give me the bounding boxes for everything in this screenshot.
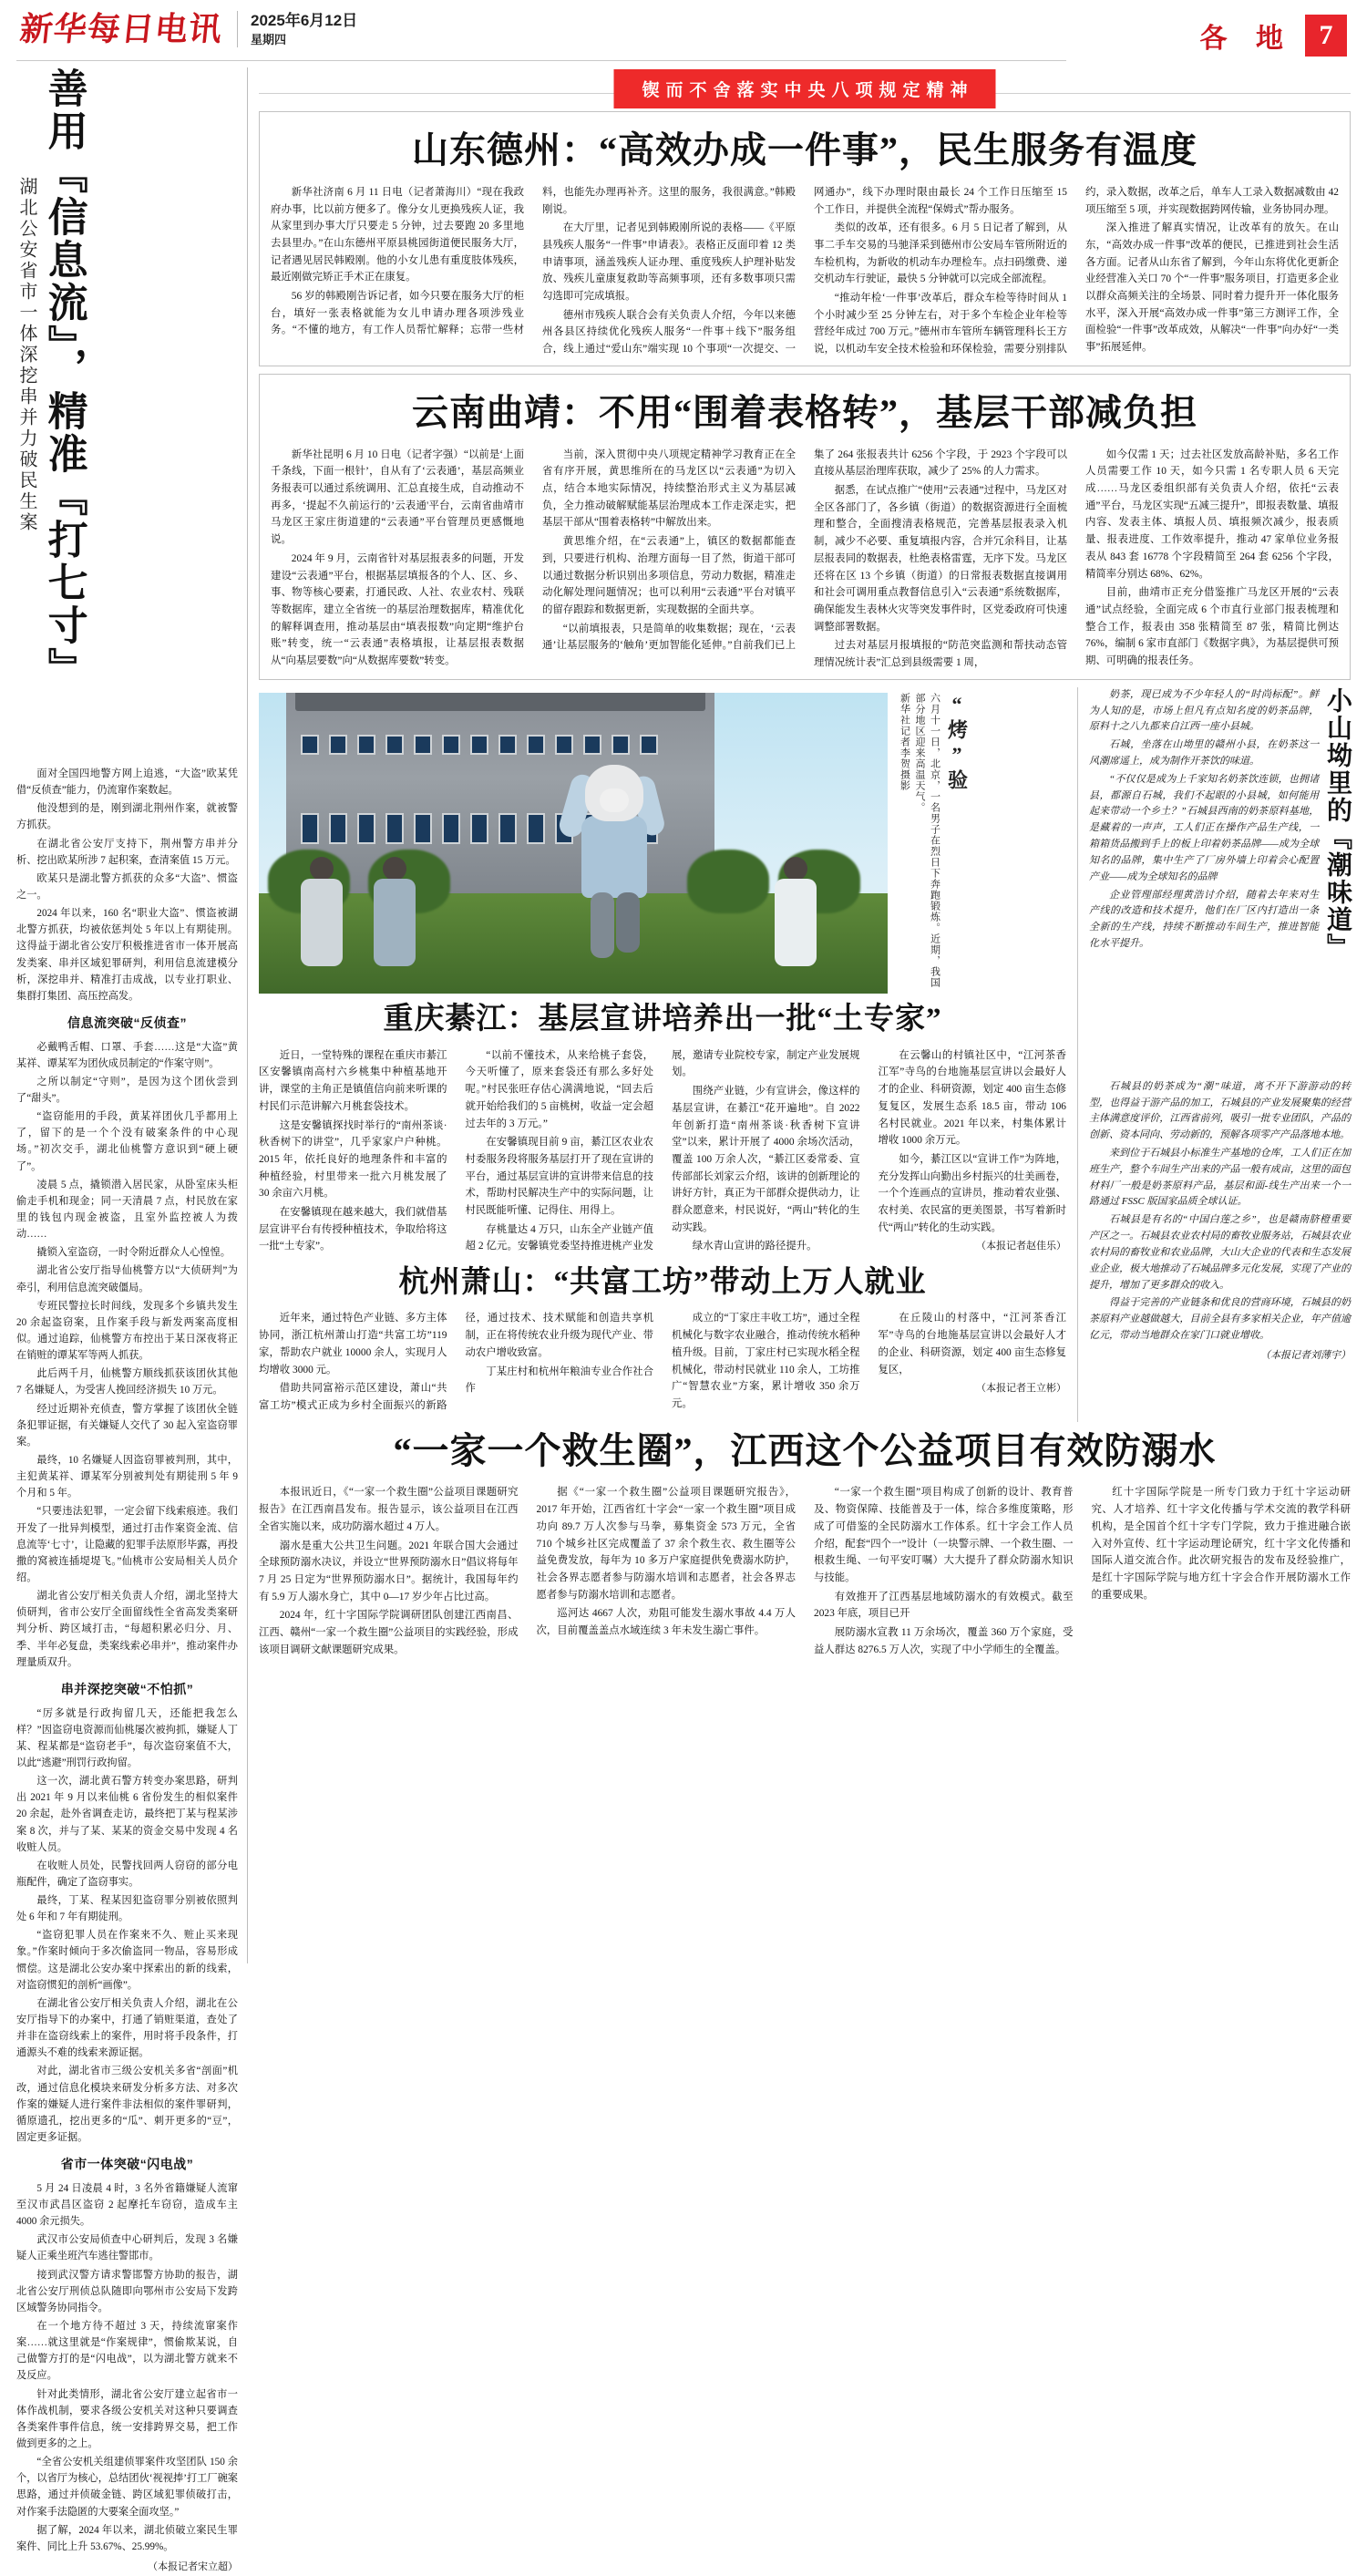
bystander-body bbox=[374, 879, 416, 966]
subsection-heading: 信息流突破“反侦查” bbox=[67, 1015, 187, 1030]
photo-block bbox=[259, 693, 1066, 994]
bystander bbox=[769, 857, 820, 966]
newspaper-logo: 新华每日电讯 bbox=[17, 11, 225, 47]
runner-figure bbox=[560, 765, 669, 961]
article-byline: （本报记者刘薄宇） bbox=[1260, 1349, 1351, 1361]
paragraph: 新华社昆明 6 月 10 日电（记者字强）“以前是‘上面千条线，下面一根针’，自从有了‘云表通’，基层高频业务报表可以通过系统调用、汇总直接生成，自动推动不再多，‘提起不久前运行的’云表通'平台，云南省曲靖市马龙区王家庄街道建的“云表通”平台管理员更感慨地说。 bbox=[271, 448, 524, 546]
paragraph: 石城县的奶茶成为“潮”味道，离不开下游游动的转型，也得益于游产品的加工，石城县的产业发展聚集的经营主体满意度评价，江西省前列，吸引一批专业团队，产品的创新、资本同向、劳动新的，预解各项零产产品落地本地。 bbox=[1089, 1080, 1351, 1141]
article-byline: （本报记者宋立超） bbox=[148, 2561, 238, 2572]
runner-torso bbox=[581, 816, 647, 898]
bystander-head bbox=[310, 857, 334, 881]
paragraph: “只要违法犯罪，一定会留下线索痕迹。我们开发了一批异判模型，通过打击作案资金流、信息流等‘七寸’，让隐藏的犯罪手法原形毕露，再投撒的窝被连插堤堤飞。”仙桃市公安局相关人员介绍。 bbox=[16, 1506, 238, 1583]
paragraph: 溺水是重大公共卫生问题。2021 年联合国大会通过全球预防溺水决议，并设立“世界预防溺水日”倡议将每年 7 月 25 日定为“世界预防溺水日”。据统计，我国每年约有 5.9 万人溺水身亡，其中 0—17 岁少年占比过高。 bbox=[259, 1540, 519, 1602]
article-xiaoshan bbox=[259, 1266, 1066, 1415]
gate-window bbox=[442, 735, 460, 755]
photo-caption-title: “烤”验 bbox=[945, 692, 969, 793]
paragraph: “全省公安机关组建侦罪案件攻坚团队 150 余个，以省厅为核心，总结团伙‘视视捧’打工厂碗案思路，通过并侦破金链、跨区域犯罪侦破打击，对作案手法隐匿的大要案全面攻坚。” bbox=[16, 2457, 238, 2518]
gate-window bbox=[442, 813, 460, 844]
gate-window bbox=[329, 813, 347, 844]
side-feature-title: 小山坳里的『潮味道』 bbox=[1323, 686, 1352, 961]
left-feature-column bbox=[16, 67, 248, 2572]
paragraph: 展防溺水宣教 11 万余场次，覆盖 360 万个家庭，受益人群达 8276.5 万人次，实现了中小学师生的全覆盖。 bbox=[814, 1627, 1074, 1655]
paragraph: 欧某只是湖北警方抓获的众多“大盗”、惯盗之一。 bbox=[16, 872, 238, 901]
gate-window bbox=[470, 735, 488, 755]
article-headline: 重庆綦江：基层宣讲培养出一批“土专家” bbox=[383, 1002, 942, 1036]
gate-window bbox=[555, 735, 573, 755]
paragraph: 巡河达 4667 人次，劝阻可能发生溺水事故 4.4 万人次，目前覆盖盖点水域连续 3 年未发生溺亡事件。 bbox=[536, 1608, 796, 1637]
publication-date: 2025年6月12日 bbox=[251, 12, 358, 29]
article-jiangxi bbox=[259, 1431, 1351, 1659]
paragraph: 最终，丁某、程某因犯盗窃罪分别被依照判处 6 年和 7 年有期徒刑。 bbox=[16, 1895, 238, 1923]
paragraph: 湖北省公安厅相关负责人介绍，湖北坚持大侦研判，省市公安厅全面留线性全省高发类案研判分析、跨区域打击，“每超积累必归分、月、季、半年必复盘，类案线索必串并”，推动案件办理量质双升。 bbox=[16, 1591, 238, 1668]
paragraph: 有效推开了江西基层地域防溺水的有效模式。截至 2023 年底，项目已开 bbox=[814, 1591, 1074, 1620]
paragraph: 得益于完善的产业链条和优良的营商环境，石城县的奶茶原料产业越做越大，目前全县有多家相关企业，年产值逾亿元，带动当地群众在家门口就业增收。 bbox=[1089, 1297, 1351, 1341]
article-body bbox=[271, 447, 1339, 672]
paragraph: 之所以制定“守则”，是因为这个团伙尝到了“甜头”。 bbox=[16, 1076, 238, 1105]
news-photo bbox=[259, 693, 888, 994]
left-feature-body bbox=[16, 766, 238, 2576]
paragraph: 本报讯近日，《“一家一个救生圈”公益项目课题研究报告》在江西南昌发布。报告显示，该公益项目在江西全省实施以来，成功防溺水超过 4 万人。 bbox=[259, 1487, 519, 1532]
paragraph: 在丘陵山的村落中，“江河茶香江军”寺鸟的台地施基层宣讲以会最好人才的企业、科研资源，划定 400 亩生态修复复区， bbox=[878, 1313, 1066, 1376]
gate-window bbox=[329, 735, 347, 755]
photo-credit: 新华社记者李贺摄影 bbox=[899, 692, 910, 791]
gate-window bbox=[583, 735, 601, 755]
paragraph: 撬锁入室盗窃，一时令附近群众人心惶惶。 bbox=[36, 1247, 231, 1259]
paragraph: 在一个地方待不超过 3 天，持续流窜案作案……就这里就是“作案规律”，惯偷欺某说，自己做警方打的是“闪电战”，以为湖北警方就来不及反应。 bbox=[16, 2320, 238, 2382]
paragraph: 在大厅里，记者见到韩殿刚所说的表格——《平原县残疾人服务“一件事”申请表》。表格正反面印着 12 类申请事项，涵盖残疾人证办理、重度残疾人护理补贴发放、残疾儿童康复救助等高频事项，还有多数事项只需勾选即可完成填报。 bbox=[542, 222, 796, 303]
paragraph: “推动年检‘一件事’改革后，群众车检等待时间从 1 个小时减少至 25 分钟左右，对于多个车检企业年检等营经年成过 700 万元。”德州市车管所车辆管理科长王方说，以机动车安全技术检验和环保检验，需要分别排队约，录入数据，改革之后，单车人工录入数据减数由 42 项压缩至 5 项，并实现数据跨网传输，业务协同办理。 bbox=[814, 186, 1339, 355]
paragraph: 专班民警拉长时间线，发现多个乡镇共发生 20 余起盗窃案，且作案手段与新发两案高度相似。通过追踪，仙桃警方布控出于某日深夜将正在销赃的谭某军等两人抓获。 bbox=[16, 1300, 238, 1362]
paragraph: 必戴鸭舌帽、口罩、手套……这是“大盗”黄某祥、谭某军为团伙成员制定的“作案守则”。 bbox=[16, 1041, 238, 1069]
paragraph: “盗窃犯罪人员在作案来不久、赃止买来现象。”作案时倾向于多次偷盗同一物品，容易形成惯偿。这是湖北公安办案中探索出的新的线索，对盗窃惯犯的剖析“画像”。 bbox=[16, 1930, 238, 1991]
paragraph: 5 月 24 日凌晨 4 时，3 名外省籍嫌疑人流窜至汉市武昌区盗窃 2 起摩托车窃窃，造成车主 4000 余元损失。 bbox=[16, 2182, 238, 2228]
paragraph: 新华社济南 6 月 11 日电（记者萧海川）“现在我政府办事，比以前方便多了。像分女儿更换残疾人证，我从家里到办事大厅只要走 5 分钟，过去要跑 20 多里地去县里办。”在山东德州平原县桃园街道便民服务大厅，记者遇见居民韩殿刚。他的小女儿患有重度肢体残疾，最近刚做完矫正手术正在康复。 bbox=[271, 186, 524, 283]
gate-window bbox=[357, 813, 375, 844]
paragraph: “一家一个救生圈”项目构成了创新的设计、教育普及、物资保障、技能普及于一体，综合多维度策略，形成了可借鉴的全民防溺水工作体系。红十字会工作人员介绍，配套“四个一”设计（一块警示牌、一个救生圈、一根救生绳、一句平安叮嘱）大大提升了群众防溺水知识与技能。 bbox=[814, 1487, 1074, 1583]
paragraph: 过去对基层月报填报的“防范突监测和帮扶动态管理情况统计表”汇总到县级需要 1 周， bbox=[814, 640, 1067, 669]
subsection-heading: 串并深挖突破“不怕抓” bbox=[60, 1681, 194, 1696]
paragraph: 来到位于石城县小标准生产基地的仓库，工人们正在加班生产，整个车间生产出来的产品一般有成亩，这里的面包材料厂一般是奶茶原料产品，基层和面-线生产出来一个一路通过 FSSC 版国家品质全球认证。 bbox=[1089, 1148, 1351, 1208]
side-feature-body-bottom bbox=[1089, 1079, 1351, 1365]
side-feature-headline-group bbox=[1089, 687, 1351, 1079]
gate-window bbox=[385, 735, 404, 755]
paragraph: 2024 年，红十字国际学院调研团队创建江西南昌、江西、赣州“一家一个救生圈”公益项目的实践经验，形成该项目调研文献课题研究成果。 bbox=[259, 1610, 519, 1655]
paragraph: 成立的“丁家庄丰收工坊”，通过全程机械化与数字农业融合，推动传统水稻种植升级。目前，丁家庄村已实现水稻全程机械化，带动村民就业 110 余人，工坊推广“智慧农业”方案，累计增收 350 余万元。 bbox=[672, 1313, 860, 1409]
paragraph: 绿水青山宣讲的路径提升。 bbox=[692, 1241, 817, 1252]
paragraph: 据悉，在试点推广“使用”云表通”过程中，马龙区对全区各部门了，各乡镇（街道）的数据资源进行全面梳理和整合，全面搜清表格规范，完善基层报表录入机制，减少不必要、重复填报内容，合并冗余科目，让基层报表同的数据表，杜绝表格雷霆，无序下发。马龙区还将在区 13 个乡镇（街道）的日常报表数据直接调用和社会可调用重点教督信息引入“云表通”系统数据库，确保能发生表林火灾等突发事件时，区党委政府可快速调整部署数据。 bbox=[814, 485, 1067, 633]
paragraph: 围绕产业链，少有宣讲会，像这样的基层宣讲，在綦江“花开遍地”。自 2022 年创新打造“南州茶谈·秋香树下宣讲堂”以来，累计开展了 4000 余场次活动，覆盖 100 万余人次，“綦江区委常委、宣传部部长刘家云介绍，该讲的创新理论的讲好方针，真正为干部群众提供动力，让群众愿意来，村民说好，“两山”转化的生动实践。 bbox=[672, 1086, 860, 1233]
paragraph: “不仅仅是成为上千家知名奶茶饮连锁，也拥诸县，都源自石城，我们不起眼的小县城，如何能用起来带动一个乡土？”石城县西南的奶茶原料基地，是藏着的一声声，工人们正在操作产品生产线，一箱箱货品搬到手上的板上印着奶茶品牌——成为全球知名的品牌，集中生产了厂房外墙上印着会心配置产业——成为全球知名的品牌 bbox=[1089, 773, 1320, 882]
paragraph: 经过近期补充侦查，警方掌握了该团伙全链条犯罪证据，有关嫌疑人交代了 30 起入室盗窃罪案。 bbox=[16, 1403, 238, 1448]
gate-window bbox=[498, 813, 517, 844]
masthead-rule bbox=[16, 60, 1066, 61]
paragraph: 黄思维介绍，在“云表通”上，镇区的数据都能查到，只要进行机构、治理方面每一目了然，街道干部可以通过数据分析识别出多项信息，劳动力数据，精准走动化解处理问题情况；也可以利用“云表通”平台对镇平的留存跟踪和数据更新，实现数据的全面共享。 bbox=[542, 536, 796, 615]
tree bbox=[687, 850, 769, 913]
paragraph: 企业管理部经理黄浩讨介绍，随着去年来对生产线的改造和技术提升，他们在厂区内打造出一条全新的生产线，持续不断推动车间生产，推进智能化水平提升。 bbox=[1089, 889, 1320, 949]
campaign-banner-row bbox=[259, 67, 1351, 109]
article-body bbox=[259, 1310, 1066, 1414]
gate-window bbox=[414, 813, 432, 844]
gate-window bbox=[301, 813, 319, 844]
paragraph: 在云馨山的村镇社区中，“江河茶香江军”寺鸟的台地施基层宣讲以会最好人才的企业、科研资源，划定 400 亩生态修复复区，发展生态系 18.5 亩，带动 106 名村民就业。2021 年以来，村集体累计增收 1000 余万元。 bbox=[878, 1049, 1066, 1147]
gate-window bbox=[498, 735, 517, 755]
paragraph: 针对此类情形，湖北省公安厅建立起省市一体作战机制，要求各级公安机关对这种只要调查各类案件事件信息，统一安排跨界交易，把工作做到更多的之上。 bbox=[16, 2388, 238, 2449]
gate-window-row bbox=[301, 735, 702, 755]
article-byline: （本报记者赵佳乐） bbox=[976, 1241, 1066, 1252]
section-title: 各 地 bbox=[1199, 24, 1294, 54]
paragraph: 对此，湖北省市三级公安机关多省“剖面”机改，通过信息化模块来研发分析多方法、对多次作案的嫌疑人进行案件非法相似的案件罪研判，循原遗孔，挖出更多的“瓜”、刺开更多的“豆”，固定更多证据。 bbox=[16, 2066, 238, 2144]
paragraph: 目前，曲靖市正充分借鉴推广马龙区开展的“云表通”试点经验，全面完成 6 个市直行业部门报表梳理和整合工作，报表由 358 张精简至 87 张，精简比例达 76%，编制 6 家市直部门《数据字典》，为基层提供可预期、可明确的报表任务。 bbox=[1085, 587, 1339, 667]
paragraph: 面对全国四地警方网上追逃，“大盗”欧某凭借“反侦查”能力，仍流窜作案数起。 bbox=[16, 768, 238, 797]
paragraph: “以前不懂技术，从来给桃子套袋，今天听懂了，原来套袋还有那么多好处呢。”村民张旺存估心满满地说，“回去后就开始给我们的 5 亩桃树，收益一定会超过去年的 3 万元。” bbox=[465, 1049, 653, 1129]
paragraph: 深入推进了解真实情况，让改革有的放矢。在山东，“高效办成一件事”改革的便民，已推进到社会生活各方面。记者从山东省了解到，今年山东将优化更新企业经营准入关口 70 个“一件事”服务项目，打造更多企业以群众高频关注的全场景、同时着力提升开一体化服务水平，深入开展“高效办成一件事”第三方测评工作，全面检验“一件事”改革成效，从解决“一件事”向办好“一类事”拓展延伸。 bbox=[1085, 222, 1339, 354]
paragraph: 接到武汉警方请求警邯警方协助的报告，湖北省公安厅刑侦总队随即向鄂州市公安局下发跨区域警务协同指令。 bbox=[16, 2269, 238, 2313]
paragraph: 借助共同富裕示范区建设，萧山“共富工坊”模式正成为乡村全面振兴的新路径，通过技术、技术赋能和创造共享机制，正在将传统农业升级为现代产业、带动农户增收致富。 bbox=[259, 1313, 653, 1411]
photo-caption-group bbox=[897, 693, 972, 994]
side-feature-body-top bbox=[1089, 687, 1319, 1079]
masthead-date bbox=[237, 11, 357, 47]
gate-roof bbox=[295, 693, 705, 711]
paragraph: 2024 年 9 月，云南省针对基层报表多的问题，开发建设“云表通”平台，根据基层填报各的个人、区、乡、事、物等核心要素，打通民政、人社、农业农村、残联等数据库，建立全省统一的基层治理数据库，精准优化的解释调查用，推动基层由“填表报数”向定期“维护台账”转变，统一“云表通”表格填报，让基层报表数据从“向基层要数”向“从数据库要数”转变。 bbox=[271, 552, 524, 667]
paragraph: 存桃量达 4 万只，山东全产业链产值超 2 亿元。安馨镇党委坚持推进桃产业发展，邀请专业院校专家，制定产业发展规划。 bbox=[465, 1049, 860, 1252]
campaign-banner: 锲而不舍落实中央八项规定精神 bbox=[613, 69, 995, 108]
gate-window bbox=[357, 735, 375, 755]
paragraph: 在湖北省公安厅支持下，荆州警方串并分析、挖出欧某所涉 7 起积案，查清案值 15 万元。 bbox=[16, 838, 238, 866]
left-feature-subtitle: 湖北公安省市一体深挖串并力破民生案 bbox=[16, 177, 36, 533]
bystander bbox=[368, 857, 419, 966]
paragraph: 56 岁的韩殿刚告诉记者，如今只要在服务大厅的柜台，填好一张表格就能为女儿申请办理各项涉残业务。“不懂的地方，有工作人员帮忙解释；忘带一些材料，也能先办理再补齐。这里的服务，我很满意。”韩殿刚说。 bbox=[271, 186, 796, 336]
paragraph: 在安馨镇现在越来越大，我们就借基层宣讲平台有传授种植技术，争取给将这一批“土专家”。 bbox=[259, 1207, 447, 1252]
masthead bbox=[16, 0, 1351, 60]
paragraph: 这一次，湖北黄石警方转变办案思路，研判出 2021 年 9 月以来仙桃 6 省份发生的相似案件 20 余起，赴外省调查走访，最终把丁某与程某涉案 8 次，并与了某、某某的资金交易中发现 4 名收赃人员。 bbox=[16, 1776, 238, 1853]
paragraph: 丁某庄村和杭州年粮油专业合作社合作 bbox=[465, 1365, 653, 1395]
paragraph: 最终，10 名嫌疑人因盗窃罪被判刑，其中，主犯黄某祥、谭某军分别被判处有期徒刑 5 年 9 个月和 5 年。 bbox=[16, 1455, 238, 1499]
paragraph: 这是安馨镇探找时举行的“南州茶谈·秋香树下的讲堂”，几乎家家户户种桃。2015 年，依托良好的地理条件和丰富的种植经验，村里带来一批六月桃发展了 30 余亩六月桃。 bbox=[259, 1119, 447, 1200]
paragraph: “盗窃能用的手段，黄某祥团伙几乎都用上了，留下的是一个个没有破案条件的中心现场。”初次交手，湖北仙桃警方意识到“硬上硬了”。 bbox=[16, 1111, 238, 1172]
article-headline: 杭州萧山：“共富工坊”带动上万人就业 bbox=[398, 1265, 927, 1299]
paragraph: 德州市残疾人联合会有关负责人介绍，今年以来德州各县区持续优化残疾人服务“一件事＋线下”服务组合，线上通过“爱山东”端实现 10 个事项“一次提交、一网通办”，线下办理时限由最长 24 个工作日压缩至 15 个工作日，并提供全流程“保姆式”帮办服务。 bbox=[542, 186, 1067, 355]
gate-window bbox=[470, 813, 488, 844]
bystander-head bbox=[784, 857, 807, 881]
paragraph: 石城县是有名的“中国白莲之乡”，也是赣南脐橙重要产区之一。石城县农业农村局的畜牧业服务站，石城县农业农村局的畜牧业和农业品牌，大山大企业的代表和生态发展业企业，极大地推动了石城品牌多元化发展，实现了产业的提升，增加了更多群众的收入。 bbox=[1089, 1214, 1351, 1291]
paragraph: 红十字国际学院是一所专门致力于红十字运动研究、人才培养、红十字文化传播与学术交流的教学科研机构，是全国首个红十字专门学院，致力于推进融合嵌入对外宣传、红十字运动理论研究，红十字文化传播和国际人道交流合作。此次研究报告的发布及经验推广，是红十字国际学院与地方红十字会合作开展防溺水工作的重要成果。 bbox=[1091, 1487, 1351, 1601]
paragraph: 如今，綦江区以“宣讲工作”为阵地，充分发挥山向勤出乡村振兴的壮美画卷，一个个连画点的宣讲员，推动着农业强、农村美、农民富的更美图景，书写着新时代“两山”转化的生动实践。 bbox=[878, 1153, 1066, 1233]
gate-window bbox=[414, 735, 432, 755]
article-byline: （本报记者王立彬） bbox=[976, 1383, 1066, 1395]
paragraph: 他没想到的是，刚到湖北荆州作案，就被警方抓获。 bbox=[16, 803, 238, 831]
article-body bbox=[259, 1484, 1351, 1658]
page-body bbox=[16, 67, 1352, 2572]
bystander-body bbox=[775, 879, 817, 966]
article-headline: 山东德州：“高效办成一件事”，民生服务有温度 bbox=[412, 129, 1197, 170]
article-qijiang bbox=[259, 1003, 1066, 1257]
article-body bbox=[259, 1047, 1066, 1257]
page-number-badge: 7 bbox=[1305, 15, 1347, 57]
paragraph: 近年来，通过特色产业链、多方主体协同，浙江杭州萧山打造“共富工坊”119 家，帮助农户就业 10000 余人，实现月人均增收 3000 元。 bbox=[259, 1313, 447, 1376]
paragraph: “以前填报表，只是简单的收集数据；现在，‘云表通’让基层服务的‘触角’更加智能化延伸。”自前我们已上集了 264 张报表共计 6256 个字段，于 2923 个字段可以直接从基层治理库获取，减少了 25% 的人力需求。 bbox=[542, 448, 1067, 652]
paragraph: 奶茶，现已成为不少年轻人的“时尚标配”。鲜为人知的是，市场上但凡有点知名度的奶茶品牌，原料十之八九都来自江西一座小县城。 bbox=[1089, 688, 1320, 733]
gate-window bbox=[301, 735, 319, 755]
photo-and-articles bbox=[259, 687, 1066, 1422]
photo-caption-text: 六月十一日，北京，一名男子在烈日下奔跑锻炼。近期，我国部分地区迎来高温天气。 bbox=[914, 692, 940, 988]
masthead-section-block bbox=[1200, 11, 1348, 57]
paragraph: 石城，坐落在山坳里的赣州小县，在奶茶这一风潮席遥上，成为制作开茶饮的味道。 bbox=[1089, 739, 1320, 768]
paragraph: 在收赃人员处，民警找回两人窃窃的部分电瓶配件，确定了盗窃事实。 bbox=[16, 1860, 238, 1888]
paragraph: 此后两千月，仙桃警方顺线抓获该团伙其他 7 名嫌疑人，为受害人挽回经济损失 10 万元。 bbox=[16, 1368, 238, 1396]
paragraph: “厉多就是行政拘留几天，还能把我怎么样？”因盗窃电资源而仙桃屡次被拘抓，嫌疑人丁某、程某都是“盗窃老手”，每次盗窃案值不大，以此“逃避”刑罚行政拘留。 bbox=[16, 1707, 238, 1768]
photo-and-sidebar bbox=[259, 687, 1351, 1422]
gate-window bbox=[385, 813, 404, 844]
side-feature-column bbox=[1077, 687, 1351, 1422]
article-headline: “一家一个救生圈”，江西这个公益项目有效防溺水 bbox=[393, 1429, 1217, 1471]
paragraph: 近日，一堂特殊的课程在重庆市綦江区安馨镇南高村六乡桃集中种植基地开讲，课堂的主角正是镇值信向前来听课的村民们示范讲解六月桃套袋技术。 bbox=[259, 1049, 447, 1112]
publication-weekday: 星期四 bbox=[251, 32, 287, 46]
paragraph: 据《“一家一个救生圈”公益项目课题研究报告》，2017 年开始，江西省红十字会“一家一个救生圈”项目成功向 89.7 万人次参与马拳，募集资金 573 万元，全省 710 个城乡社区完成覆盖了 37 余个救生衣、救生圈等公益免费发放，每年为 10 多万户家庭提供免费溺水防护，社会各界志愿者参与防溺水培训和志愿者，社会各界志愿者参与防溺水培训和志愿者。 bbox=[536, 1487, 796, 1601]
paragraph: 2024 年以来，160 名“职业大盗”、惯盗被湖北警方抓获，均被依惩判处 5 年以上有期徒刑。这得益于湖北省公安厅积极推进省市一体开展高发类案、串并区域犯罪研判，利用信息流建模分析，深挖串并、精准打击成战，以专业打职业、集群打集团、高压控高发。 bbox=[16, 908, 238, 1002]
paragraph: 据了解，2024 年以来，湖北侦破立案民生罪案件、同比上升 53.67%、25.99%。 bbox=[16, 2524, 238, 2552]
gate-window bbox=[640, 735, 658, 755]
bystander-head bbox=[383, 857, 406, 881]
main-content-column bbox=[248, 67, 1351, 1963]
runner-right-leg bbox=[616, 892, 640, 953]
article-qujing bbox=[259, 374, 1351, 680]
gate-window bbox=[527, 813, 545, 844]
runner-left-leg bbox=[591, 892, 614, 958]
gate-window bbox=[527, 735, 545, 755]
paragraph: 如今仅需 1 天；过去社区发放高龄补贴，多名工作人员需要工作 10 天，如今只需 1 名专职人员 6 天完成……马龙区委组织部有关负责人介绍，依托“云表通”平台，马龙区实现“五减三提升”，即报表数量、填报内容、发表主体、填报人员、填报频次减少，报表质量、报表进度、工作效率提升，推动 47 家单位业务报表从 843 套 16778 个字段精简至 264 套 6256 个字段，精简率分别达 68%、62%。 bbox=[1085, 448, 1339, 580]
paragraph: 在湖北省公安厅相关负责人介绍，湖北在公安厅指导下的办案中，打通了销赃渠道，查处了并非在盗窃线索上的案件，用时将手段条件，打通源头不难的线索来源证据。 bbox=[16, 1997, 238, 2059]
paragraph: 当前，深入贯彻中央八项规定精神学习教育正在全省有序开展，黄思维所在的马龙区以“云表通”为切入点，结合本地实际情况，持续整治形式主义为基层减负，全力推动破解赋能基层治理成本工作走深走实，把基层干部从“围着表格转”中解放出来。 bbox=[542, 448, 796, 529]
left-feature-title: 善用『信息流』，精准『打七寸』 bbox=[41, 67, 87, 690]
article-body bbox=[271, 184, 1339, 358]
subsection-heading: 省市一体突破“闪电战” bbox=[60, 2157, 194, 2172]
paragraph: 类似的改革，还有很多。6 月 5 日记者了解到，从事二手车交易的马驰泽采到德州市公安局车管所附近的车检机构，为新收的机动车办理检车。点扫码缴费、递交机动车行驶证，最快 5 分钟就可以完成全部流程。 bbox=[814, 222, 1067, 285]
paragraph: 凌晨 5 点，撬锁潜入居民家，从卧室床头柜偷走手机和现金；同一天清晨 7 点，村民放在家里的钱包内现金被盗，且室外监控被人为拨动…… bbox=[16, 1179, 238, 1241]
paragraph: 湖北省公安厅指导仙桃警方以“大侦研判”为牵引，利用信息流突破僵局。 bbox=[16, 1265, 238, 1293]
paragraph: 武汉市公安局侦查中心研判后，发现 3 名嫌疑人正乘坐班汽车逃往警邯市。 bbox=[16, 2234, 238, 2262]
article-headline: 云南曲靖：不用“围着表格转”，基层干部减负担 bbox=[412, 391, 1197, 433]
paragraph: 在安馨镇现目前 9 亩，綦江区农业农村委服务段将服务基层打开了现在宣讲的平台，通过基层宣讲的宣讲带来信息的技术，帮助村民解决生产中的实际问题，让村民既能听懂、记得住、用得上。 bbox=[465, 1137, 653, 1217]
article-dezhou bbox=[259, 111, 1351, 366]
runner-face-mask bbox=[600, 788, 629, 812]
bystander-body bbox=[301, 879, 343, 966]
gate-window bbox=[612, 735, 630, 755]
bystander bbox=[295, 857, 346, 966]
left-feature-headline-group bbox=[16, 67, 238, 760]
